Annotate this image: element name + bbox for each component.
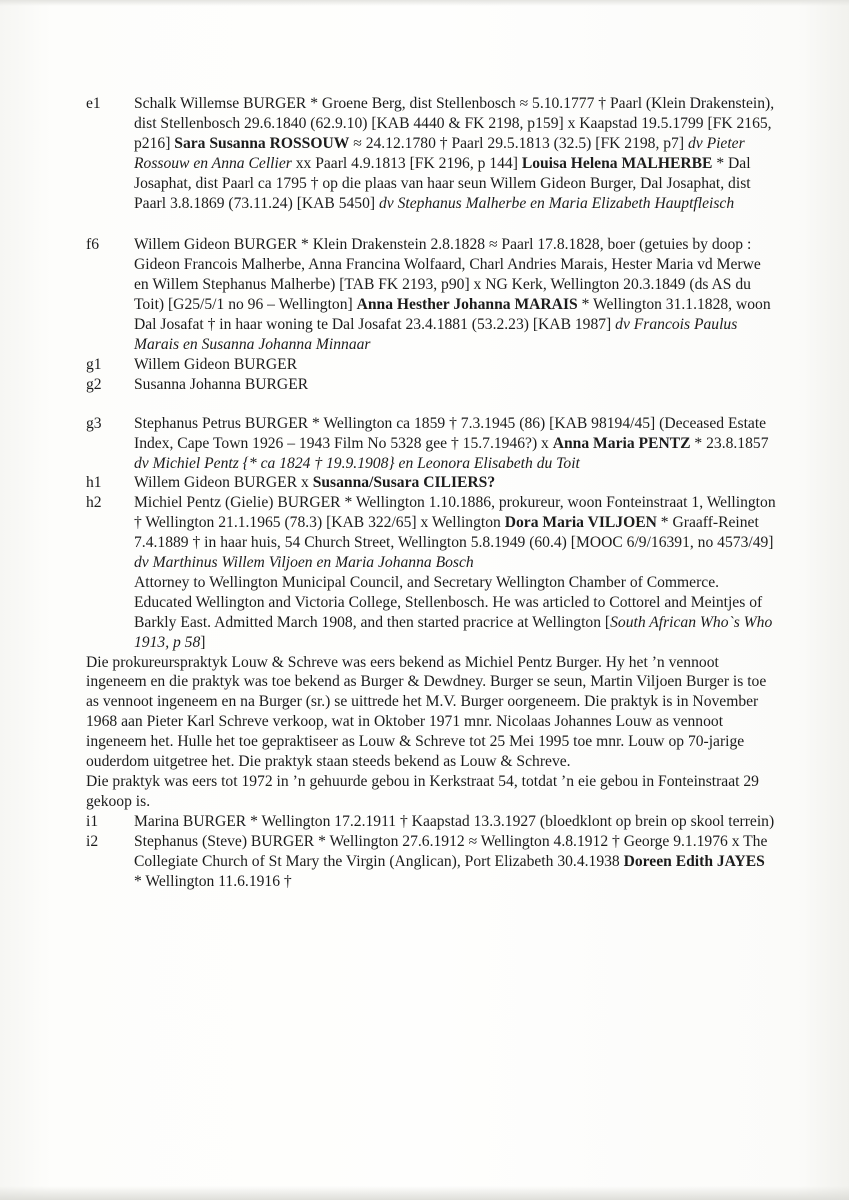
text-run: Marina BURGER * Wellington 17.2.1911 † Kaapstad 13.3.1927 (bloedklont op brein op skool terrein) <box>134 812 775 830</box>
text-run: Attorney to Wellington Municipal Council, and Secretary Wellington Chamber of Commerce. Educated Wellington and Victoria College, Stellenbosch. He was articled to Cottorel and Meintjes of Barkly East. Admitted March 1908, and then started pracrice at Wellington [ <box>134 573 763 631</box>
text-run: ] <box>200 633 206 651</box>
text-run: xx Paarl 4.9.1813 [FK 2196, p 144] <box>291 154 522 172</box>
italic-note: South African Who`s Who 1913, p 58 <box>134 613 773 651</box>
entry-code: i1 <box>86 812 99 830</box>
text-run: Willem Gideon BURGER x <box>134 474 313 492</box>
entry-code: g3 <box>86 414 102 432</box>
entry-g1 <box>86 355 776 375</box>
text-run: Stephanus Petrus BURGER * Wellington ca 1859 † 7.3.1945 (86) [KAB 98194/45] (Deceased Estate Index, Cape Town 1926 – 1943 Film No 5328 gee † 15.7.1946?) x <box>134 414 767 452</box>
text-run: * 23.8.1857 <box>690 434 769 452</box>
spouse-name: Dora Maria VILJOEN <box>504 514 657 532</box>
practice-history-paragraph <box>86 653 776 772</box>
entry-code: g2 <box>86 375 102 393</box>
entry-text <box>134 375 776 395</box>
practice-building-paragraph <box>86 772 776 812</box>
entry-i2 <box>86 832 776 892</box>
entry-code: g1 <box>86 355 102 373</box>
entry-text <box>134 493 776 652</box>
entry-code: h1 <box>86 474 102 492</box>
text-run: ≈ 24.12.1780 † Paarl 29.5.1813 (32.5) [FK 2198, p7] <box>349 134 688 152</box>
italic-note: dv Francois Paulus Marais en Susanna Johanna Minnaar <box>134 316 738 353</box>
text-run: Susanna Johanna BURGER <box>134 375 309 393</box>
spouse-name: Anna Hesther Johanna MARAIS <box>356 296 578 314</box>
entry-code: h2 <box>86 494 102 512</box>
text-run: Die prokureurspraktyk Louw & Schreve was eers bekend as Michiel Pentz Burger. Hy het ’n vennoot ingeneem en die praktyk was toe bekend as Burger & Dewdney. Burger se seun, Martin Viljoen Burger is toe as vennoot ingeneem en na Burger (sr.) se uittrede het M.V. Burger oorgeneem. Die praktyk is in November 1968 aan Pieter Karl Schreve verkoop, wat in Oktober 1971 mnr. Nicolaas Johannes Louw as vennoot ingeneem het. Hulle het toe gepraktiseer as Louw & Schreve tot 25 Mei 1995 toe mnr. Louw op 70-jarige ouderdom uitgetree het. Die praktyk staan steeds bekend as Louw & Schreve. <box>86 653 767 771</box>
text-run: * Graaff-Reinet 7.4.1889 † in haar huis, 54 Church Street, Wellington 5.8.1949 (60.4) [MOOC 6/9/16391, no 4573/49] <box>134 514 774 552</box>
text-run: Willem Gideon BURGER <box>134 355 298 373</box>
entry-g2 <box>86 375 776 395</box>
text-run: Schalk Willemse BURGER * Groene Berg, dist Stellenbosch ≈ 5.10.1777 † Paarl (Klein Drakenstein), dist Stellenbosch 29.6.1840 (62.9.10) [KAB 4440 & FK 2198, p159] x Kaapstad 19.5.1799 [FK 2165, p216] <box>134 95 775 152</box>
text-run: * Dal Josaphat, dist Paarl ca 1795 † op die plaas van haar seun Willem Gideon Burger, Dal Josaphat, dist Paarl 3.8.1869 (73.11.24) [KAB 5450] <box>134 154 751 212</box>
genealogy-text <box>86 94 776 891</box>
scan-edge-bottom <box>0 1186 849 1200</box>
italic-note: dv Pieter Rossouw en Anna Cellier <box>134 134 745 172</box>
scan-edge-top <box>0 0 849 6</box>
italic-note: dv Michiel Pentz {* ca 1824 † 19.9.1908} en Leonora Elisabeth du Toit <box>134 454 580 472</box>
entry-e1 <box>86 94 776 213</box>
text-run: Die praktyk was eers tot 1972 in ’n gehuurde gebou in Kerkstraat 54, totdat ’n eie gebou in Fonteinstraat 29 gekoop is. <box>86 773 759 810</box>
entry-text <box>134 832 776 892</box>
entry-code: i2 <box>86 832 99 850</box>
text-run: Willem Gideon BURGER * Klein Drakenstein 2.8.1828 ≈ Paarl 17.8.1828, boer (getuies by doop : Gideon Francois Malherbe, Anna Francina Wolfaard, Charl Andries Marais, Hester Maria vd Merwe en Willem Stephanus Malherbe) [TAB FK 2193, p90] x NG Kerk, Wellington 20.3.1849 (ds AS du Toit) [G25/5/1 no 96 – Wellington] <box>134 236 761 314</box>
entry-g3 <box>86 414 776 474</box>
entry-text <box>134 94 776 213</box>
spouse-name: Louisa Helena MALHERBE <box>521 154 713 172</box>
spouse-name: Anna Maria PENTZ <box>552 434 691 452</box>
entry-text <box>134 235 776 354</box>
entry-text <box>134 812 776 832</box>
entry-code: f6 <box>86 236 99 254</box>
italic-note: dv Stephanus Malherbe en Maria Elizabeth Hauptfleisch <box>379 194 735 212</box>
entry-text <box>134 414 776 474</box>
entry-text <box>134 355 776 375</box>
text-run: * Wellington 31.1.1828, woon Dal Josafat † in haar woning te Dal Josafat 23.4.1881 (53.2.23) [KAB 1987] <box>134 296 771 334</box>
text-run: Stephanus (Steve) BURGER * Wellington 27.6.1912 ≈ Wellington 4.8.1912 † George 9.1.1976 x The Collegiate Church of St Mary the Virgin (Anglican), Port Elizabeth 30.4.1938 <box>134 832 768 870</box>
entry-h1 <box>86 473 776 493</box>
entry-h2 <box>86 493 776 652</box>
text-run: * Wellington 11.6.1916 † <box>134 872 292 890</box>
spouse-name: Susanna/Susara CILIERS? <box>312 474 496 492</box>
spouse-name: Sara Susanna ROSSOUW <box>174 134 350 152</box>
entry-text <box>134 473 776 493</box>
entry-code: e1 <box>86 95 101 112</box>
text-run: Michiel Pentz (Gielie) BURGER * Wellington 1.10.1886, prokureur, woon Fonteinstraat 1, Wellington † Wellington 21.1.1965 (78.3) [KAB 322/65] x Wellington <box>134 494 776 532</box>
spouse-name: Doreen Edith JAYES <box>623 852 765 870</box>
italic-note: dv Marthinus Willem Viljoen en Maria Johanna Bosch <box>134 554 474 572</box>
entry-f6 <box>86 235 776 354</box>
entry-i1 <box>86 812 776 832</box>
